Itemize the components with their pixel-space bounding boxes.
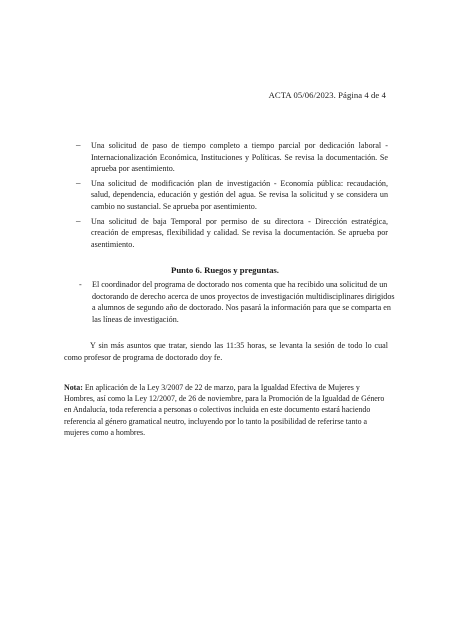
request-list: [76, 140, 388, 253]
dash-marker: –: [76, 140, 81, 150]
point-item: [79, 279, 396, 325]
gender-note: [64, 382, 390, 438]
dash-marker: –: [76, 215, 81, 226]
page-header: ACTA 05/06/2023. Página 4 de 4: [268, 90, 386, 100]
list-item: [76, 140, 388, 175]
list-item-text: Una solicitud de paso de tiempo completo a tiempo parcial por dedicación laboral - Internacionalización Económica, Instituciones y Políticas. Se revisa la documentación. Se aprueba por asentimiento.: [91, 141, 388, 174]
list-item-text: Una solicitud de baja Temporal por permiso de su directora - Dirección estratégica, creación de empresas, flexibilidad y calidad. Se revisa la documentación. Se aprueba por asentimiento.: [91, 216, 388, 249]
hyphen-marker: -: [79, 280, 82, 289]
list-item: [76, 178, 388, 213]
closing-paragraph: Y sin más asuntos que tratar, siendo las 11:35 horas, se levanta la sesión de todo lo cual como profesor de programa de doctorado doy fe.: [64, 341, 388, 362]
note-label: Nota:: [64, 383, 83, 392]
point-item-text: El coordinador del programa de doctorado nos comenta que ha recibido una solicitud de un doctorando de derecho acerca de unos proyectos de investigación multidisciplinares dirigidos a alumnos de segundo año de doctorado. Nos pasará la información para que se comparta en las líneas de investigación.: [92, 280, 395, 324]
list-item: [76, 216, 388, 251]
list-item-text: Una solicitud de modificación plan de investigación - Economía pública: recaudación, salud, dependencia, educación y gestión del agua. Se revisa la solicitud y se considera un cambio no sustancial. Se aprueba por asentimiento.: [91, 178, 388, 211]
section-title: Punto 6. Ruegos y preguntas.: [171, 265, 279, 275]
note-text: En aplicación de la Ley 3/2007 de 22 de marzo, para la Igualdad Efectiva de Mujeres y Hombres, así como la Ley 12/2007, de 26 de noviembre, para la Promoción de la Igualdad de Género en Andalucía, toda referencia a personas o colectivos incluida en este documento estará haciendo referencia al género gramatical neutro, incluyendo por lo tanto la posibilidad de referirse tanto a mujeres como a hombres.: [64, 383, 385, 437]
dash-marker: –: [76, 177, 81, 188]
